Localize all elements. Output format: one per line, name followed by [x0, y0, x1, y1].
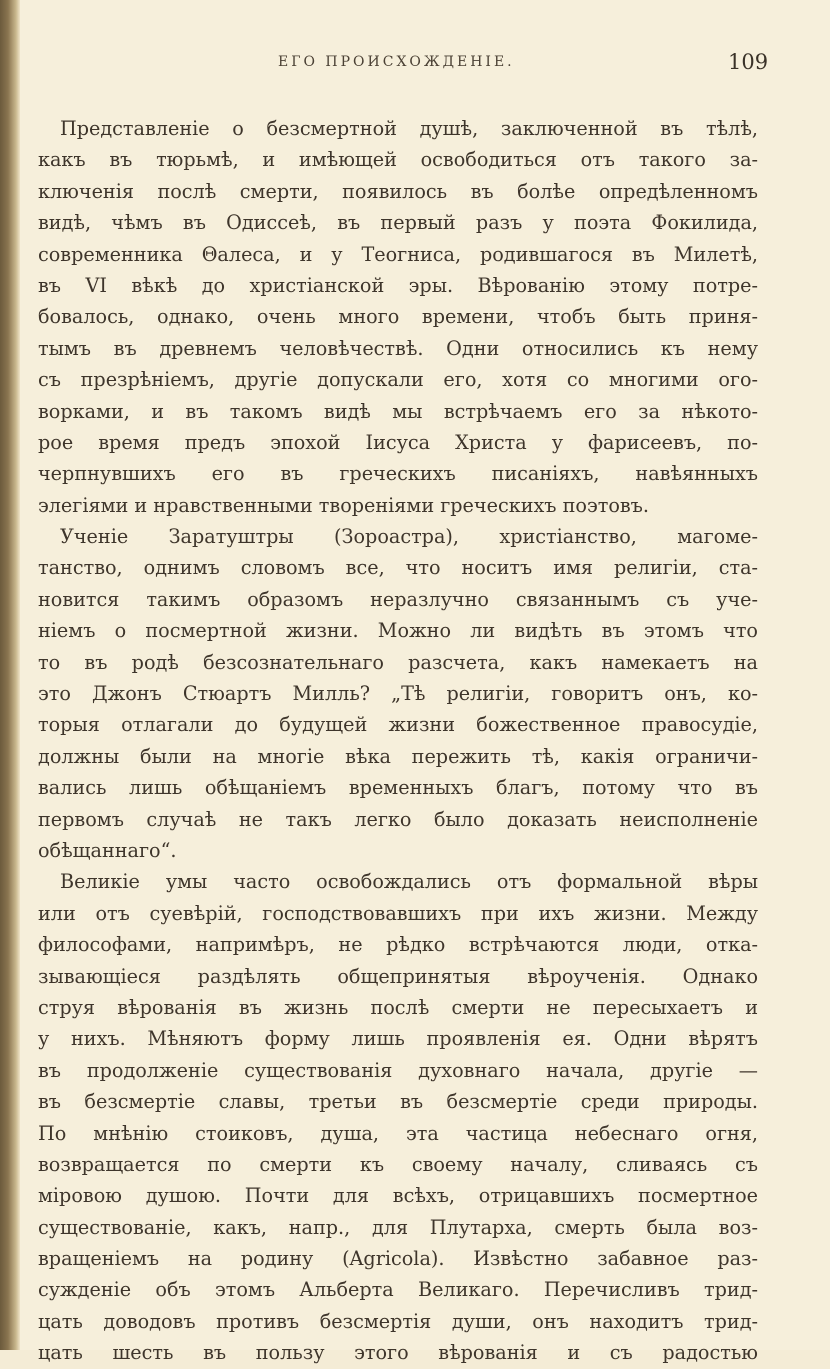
text-line: зывающіеся раздѣлять общепринятыя вѣроученія. Однако [38, 964, 758, 988]
text-line: въ продолженіе существованія духовнаго начала, другіе — [38, 1058, 758, 1082]
text-line: философами, напримѣръ, не рѣдко встрѣчаются люди, отка- [38, 933, 758, 957]
text-line: черпнувшихъ его въ греческихъ писаніяхъ, навѣянныхъ [38, 462, 758, 486]
text-line: возвращается по смерти къ своему началу, сливаясь съ [38, 1152, 758, 1176]
text-line: цать доводовъ противъ безсмертія души, онъ находитъ трид- [38, 1309, 758, 1333]
text-line: это Джонъ Стюартъ Милль? „Тѣ религіи, говоритъ онъ, ко- [38, 682, 758, 706]
text-line: вращеніемъ на родину (Agricola). Извѣстно забавное раз- [38, 1247, 758, 1271]
text-line: въ безсмертіе славы, третьи въ безсмертіе среди природы. [38, 1090, 758, 1114]
text-line: или отъ суевѣрій, господствовавшихъ при ихъ жизни. Между [38, 901, 758, 925]
text-line: какъ въ тюрьмѣ, и имѣющей освободиться отъ такого за- [38, 148, 758, 172]
text-line: ключенія послѣ смерти, появилось въ болѣе опредѣленномъ [38, 179, 758, 203]
book-spine-shadow [0, 0, 20, 1350]
text-line: существованіе, какъ, напр., для Плутарха, смерть была воз- [38, 1215, 758, 1239]
text-line: міровою душою. Почти для всѣхъ, отрицавшихъ посмертное [38, 1184, 758, 1208]
text-line: Ученіе Заратуштры (Зороастра), христіанство, магоме- [60, 525, 758, 549]
text-line: тымъ въ древнемъ человѣчествѣ. Одни относились къ нему [38, 336, 758, 360]
running-title: ЕГО ПРОИСХОЖДЕНІЕ. [278, 54, 515, 70]
text-line: видѣ, чѣмъ въ Одиссеѣ, въ первый разъ у поэта Фокилида, [38, 211, 758, 235]
text-line: танство, однимъ словомъ все, что носитъ имя религіи, ста- [38, 556, 758, 580]
body-text [38, 113, 758, 1369]
text-line: ворками, и въ такомъ видѣ мы встрѣчаемъ его за нѣкото- [38, 399, 758, 423]
text-line: Представленіе о безсмертной душѣ, заключенной въ тѣлѣ, [60, 117, 758, 140]
running-head [56, 50, 769, 78]
text-line: съ презрѣніемъ, другіе допускали его, хотя со многими ого- [38, 368, 758, 392]
text-line: вались лишь обѣщаніемъ временныхъ благъ, потому что въ [38, 776, 758, 800]
text-line: обѣщаннаго“. [38, 838, 177, 862]
text-line: первомъ случаѣ не такъ легко было доказать неисполненіе [38, 807, 758, 831]
page-number: 109 [728, 50, 769, 74]
text-line: рое время предъ эпохой Іисуса Христа у фарисеевъ, по- [38, 430, 758, 454]
text-line: должны были на многіе вѣка пережить тѣ, какія ограничи- [38, 744, 758, 768]
text-line: современника Θалеса, и у Теогниса, родившагося въ Милетѣ, [38, 242, 758, 266]
text-line: Великіе умы часто освобождались отъ формальной вѣры [60, 870, 758, 894]
text-line: въ VI вѣкѣ до христіанской эры. Вѣрованію этому потре- [38, 273, 758, 297]
text-line: бовалось, однако, очень много времени, чтобъ быть приня- [38, 305, 758, 329]
text-line: элегіями и нравственными твореніями греческихъ поэтовъ. [38, 493, 649, 517]
text-line: то въ родѣ безсознательнаго разсчета, какъ намекаетъ на [38, 650, 758, 674]
text-line: новится такимъ образомъ неразлучно связаннымъ съ уче- [38, 587, 758, 611]
text-line: у нихъ. Мѣняютъ форму лишь проявленія ея. Одни вѣрятъ [38, 1027, 758, 1051]
text-line: ніемъ о посмертной жизни. Можно ли видѣть въ этомъ что [38, 619, 758, 643]
text-line: струя вѣрованія въ жизнь послѣ смерти не пересыхаетъ и [38, 995, 758, 1019]
book-page [20, 0, 830, 1365]
text-line: сужденіе объ этомъ Альберта Великаго. Перечисливъ трид- [38, 1278, 758, 1302]
text-line: торыя отлагали до будущей жизни божественное правосудіе, [38, 713, 758, 737]
text-line: цать шесть въ пользу этого вѣрованія и съ радостью [38, 1341, 758, 1365]
text-line: По мнѣнію стоиковъ, душа, эта частица небеснаго огня, [38, 1121, 758, 1145]
